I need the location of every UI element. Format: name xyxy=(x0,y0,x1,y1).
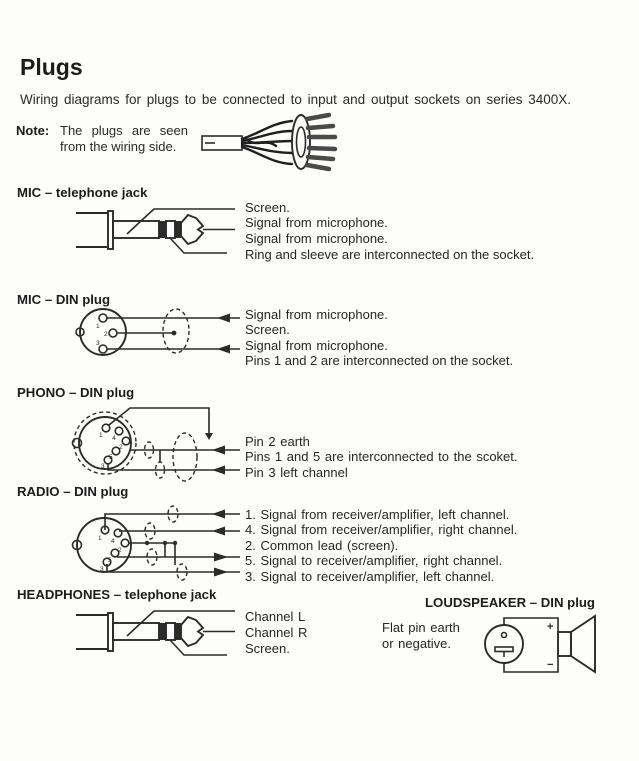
pin-number: 2 xyxy=(118,547,122,554)
mic-telephone-jack-diagram xyxy=(62,198,240,262)
wiring-label: Signal from microphone. xyxy=(245,307,388,322)
arrow-right-icon xyxy=(214,553,228,562)
loudspeaker-caption-line2: or negative. xyxy=(382,636,451,651)
arrow-left-icon xyxy=(217,345,230,354)
headphones-telephone-jack-diagram xyxy=(62,600,240,664)
wiring-label: 3. Signal to receiver/amplifier, left channel. xyxy=(245,568,495,584)
section-heading-mic-din: MIC – DIN plug xyxy=(17,292,111,307)
wiring-label: Screen. xyxy=(245,641,290,656)
headphones-jack-labels xyxy=(245,609,307,657)
wiring-label: Channel L xyxy=(245,609,306,624)
wiring-side-plug-illustration xyxy=(200,112,350,174)
section-heading-radio-din: RADIO – DIN plug xyxy=(17,484,129,499)
arrow-down-icon xyxy=(205,433,213,440)
intro-text: Wiring diagrams for plugs to be connected to input and output sockets on series 3400X. xyxy=(20,92,572,107)
loudspeaker-caption-line1: Flat pin earth xyxy=(382,620,460,635)
mic-din-note: Pins 1 and 2 are interconnected on the socket. xyxy=(245,353,514,368)
arrow-left-icon xyxy=(212,466,225,475)
arrow-left-icon xyxy=(212,527,225,536)
pin-number: 3 xyxy=(100,566,104,573)
pin-number: 1 xyxy=(96,323,100,330)
section-heading-headphones-jack: HEADPHONES – telephone jack xyxy=(17,587,217,602)
wiring-label: Pin 3 left channel xyxy=(245,464,348,480)
pin-number: 1 xyxy=(99,432,103,439)
pin-number: 2 xyxy=(104,331,108,338)
section-heading-phono-din: PHONO – DIN plug xyxy=(17,385,135,400)
wiring-label: Signal from microphone. xyxy=(245,337,388,353)
wiring-label: 4. Signal from receiver/amplifier, right channel. xyxy=(245,522,518,538)
wiring-label: 1. Signal from receiver/amplifier, left channel. xyxy=(245,507,510,522)
radio-din-labels xyxy=(245,507,517,584)
section-heading-loudspeaker-din: LOUDSPEAKER – DIN plug xyxy=(425,595,595,610)
pin-number: 4 xyxy=(112,435,116,442)
wiring-label: Signal from microphone. xyxy=(245,215,388,231)
phono-din-plug-diagram xyxy=(62,395,242,492)
pin-number: 4 xyxy=(111,538,115,545)
pin-number: 3 xyxy=(101,463,105,470)
mic-din-labels xyxy=(245,307,388,353)
arrow-left-icon xyxy=(212,510,225,519)
note-text: The plugs are seen from the wiring side. xyxy=(60,123,188,154)
wiring-label: Pin 2 earth xyxy=(245,434,310,449)
wiring-label: Signal from microphone. xyxy=(245,230,388,246)
pin-number: 5 xyxy=(109,454,113,461)
pin-number: 2 xyxy=(119,444,123,451)
section-heading-mic-jack: MIC – telephone jack xyxy=(17,185,148,200)
arrow-right-icon xyxy=(214,568,228,577)
note-label: Note: xyxy=(16,123,50,138)
phono-din-labels xyxy=(245,434,518,480)
page-title: Plugs xyxy=(20,54,83,80)
mic-jack-note: Ring and sleeve are interconnected on the socket. xyxy=(245,247,535,262)
arrow-left-icon xyxy=(212,446,225,455)
pin-number: 1 xyxy=(98,535,102,542)
mic-jack-labels xyxy=(245,200,388,246)
mic-din-plug-diagram xyxy=(62,302,242,364)
wiring-label: Screen. xyxy=(245,322,290,338)
wiring-label: Screen. xyxy=(245,200,290,215)
wiring-label: 5. Signal to receiver/amplifier, right channel. xyxy=(245,553,503,569)
wiring-label: Pins 1 and 5 are interconnected to the scoket. xyxy=(245,449,518,465)
minus-sign: − xyxy=(547,659,554,671)
arrow-left-icon xyxy=(217,314,230,323)
loudspeaker-din-plug-diagram xyxy=(478,606,608,686)
wiring-label: 2. Common lead (screen). xyxy=(245,537,399,553)
plus-sign: + xyxy=(547,621,554,633)
pin-number: 3 xyxy=(96,340,100,347)
radio-din-plug-diagram xyxy=(62,502,242,598)
wiring-label: Channel R xyxy=(245,625,308,640)
pin-number: 5 xyxy=(108,557,112,564)
